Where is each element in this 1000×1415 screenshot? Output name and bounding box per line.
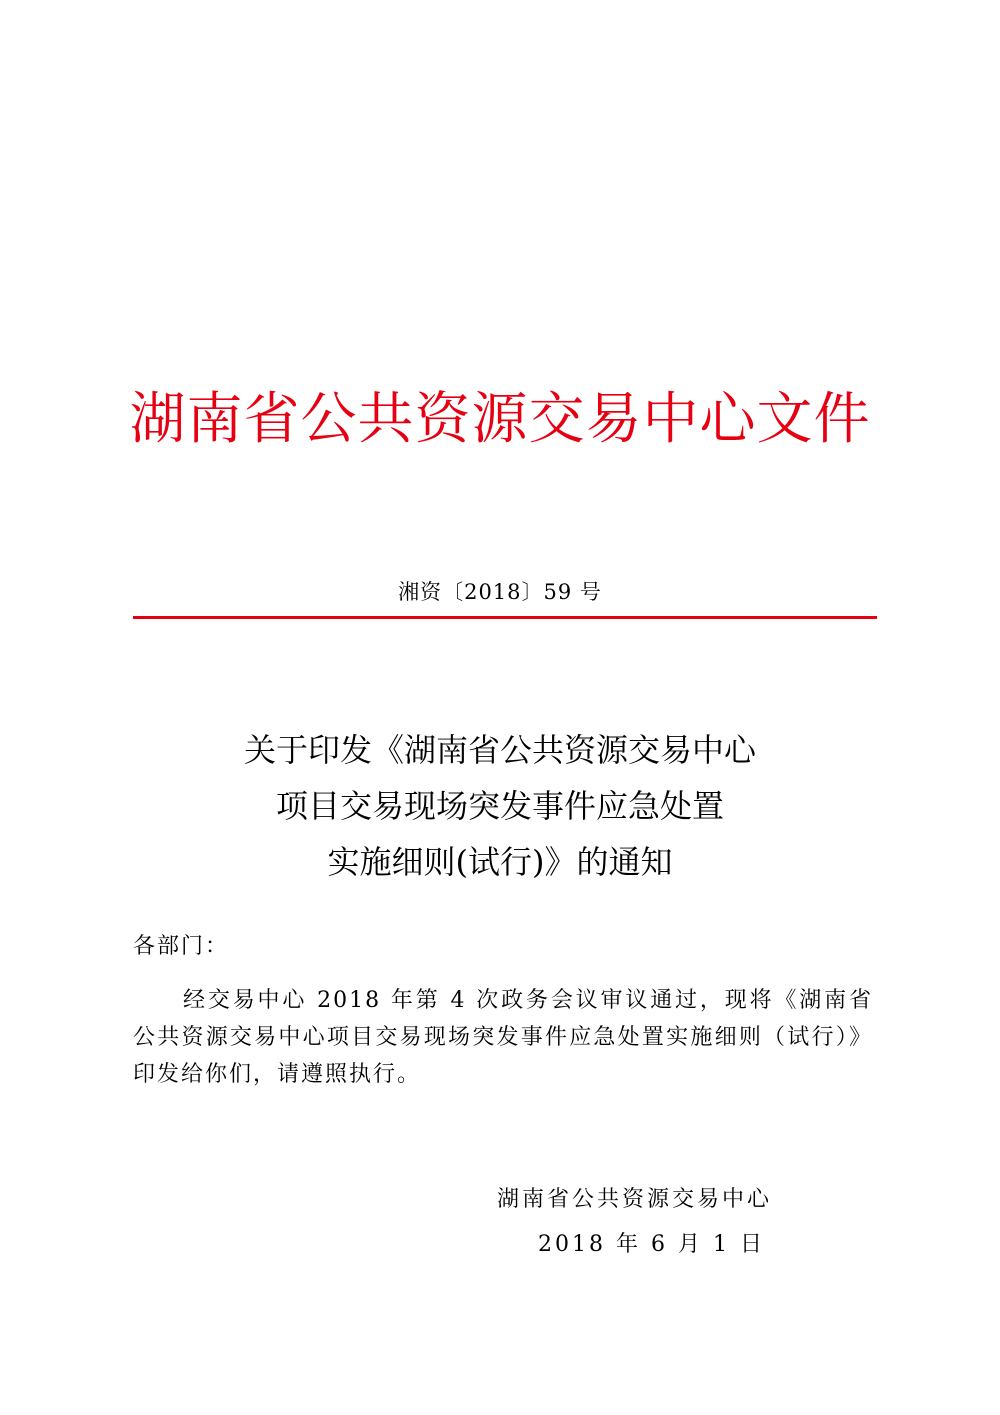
document-number: 湘资〔2018〕59 号 <box>398 580 602 604</box>
notice-title-line-2: 项目交易现场突发事件应急处置 <box>275 787 724 825</box>
issue-date: 2018 年 6 月 1 日 <box>538 1232 765 1257</box>
notice-title <box>0 722 1000 890</box>
issuer-signature: 湖南省公共资源交易中心 <box>497 1187 773 1212</box>
notice-title-line-1: 关于印发《湖南省公共资源交易中心 <box>243 731 756 769</box>
notice-title-line-3: 实施细则(试行)》的通知 <box>327 843 673 881</box>
red-divider-line <box>133 616 877 619</box>
salutation: 各部门： <box>133 934 230 959</box>
body-paragraph: 经交易中心 2018 年第 4 次政务会议审议通过，现将《湖南省公共资源交易中心项目交易现场突发事件应急处置实施细则（试行）》印发给你们，请遵照执行。 <box>133 988 873 1087</box>
document-header-title: 湖南省公共资源交易中心文件 <box>129 387 871 452</box>
